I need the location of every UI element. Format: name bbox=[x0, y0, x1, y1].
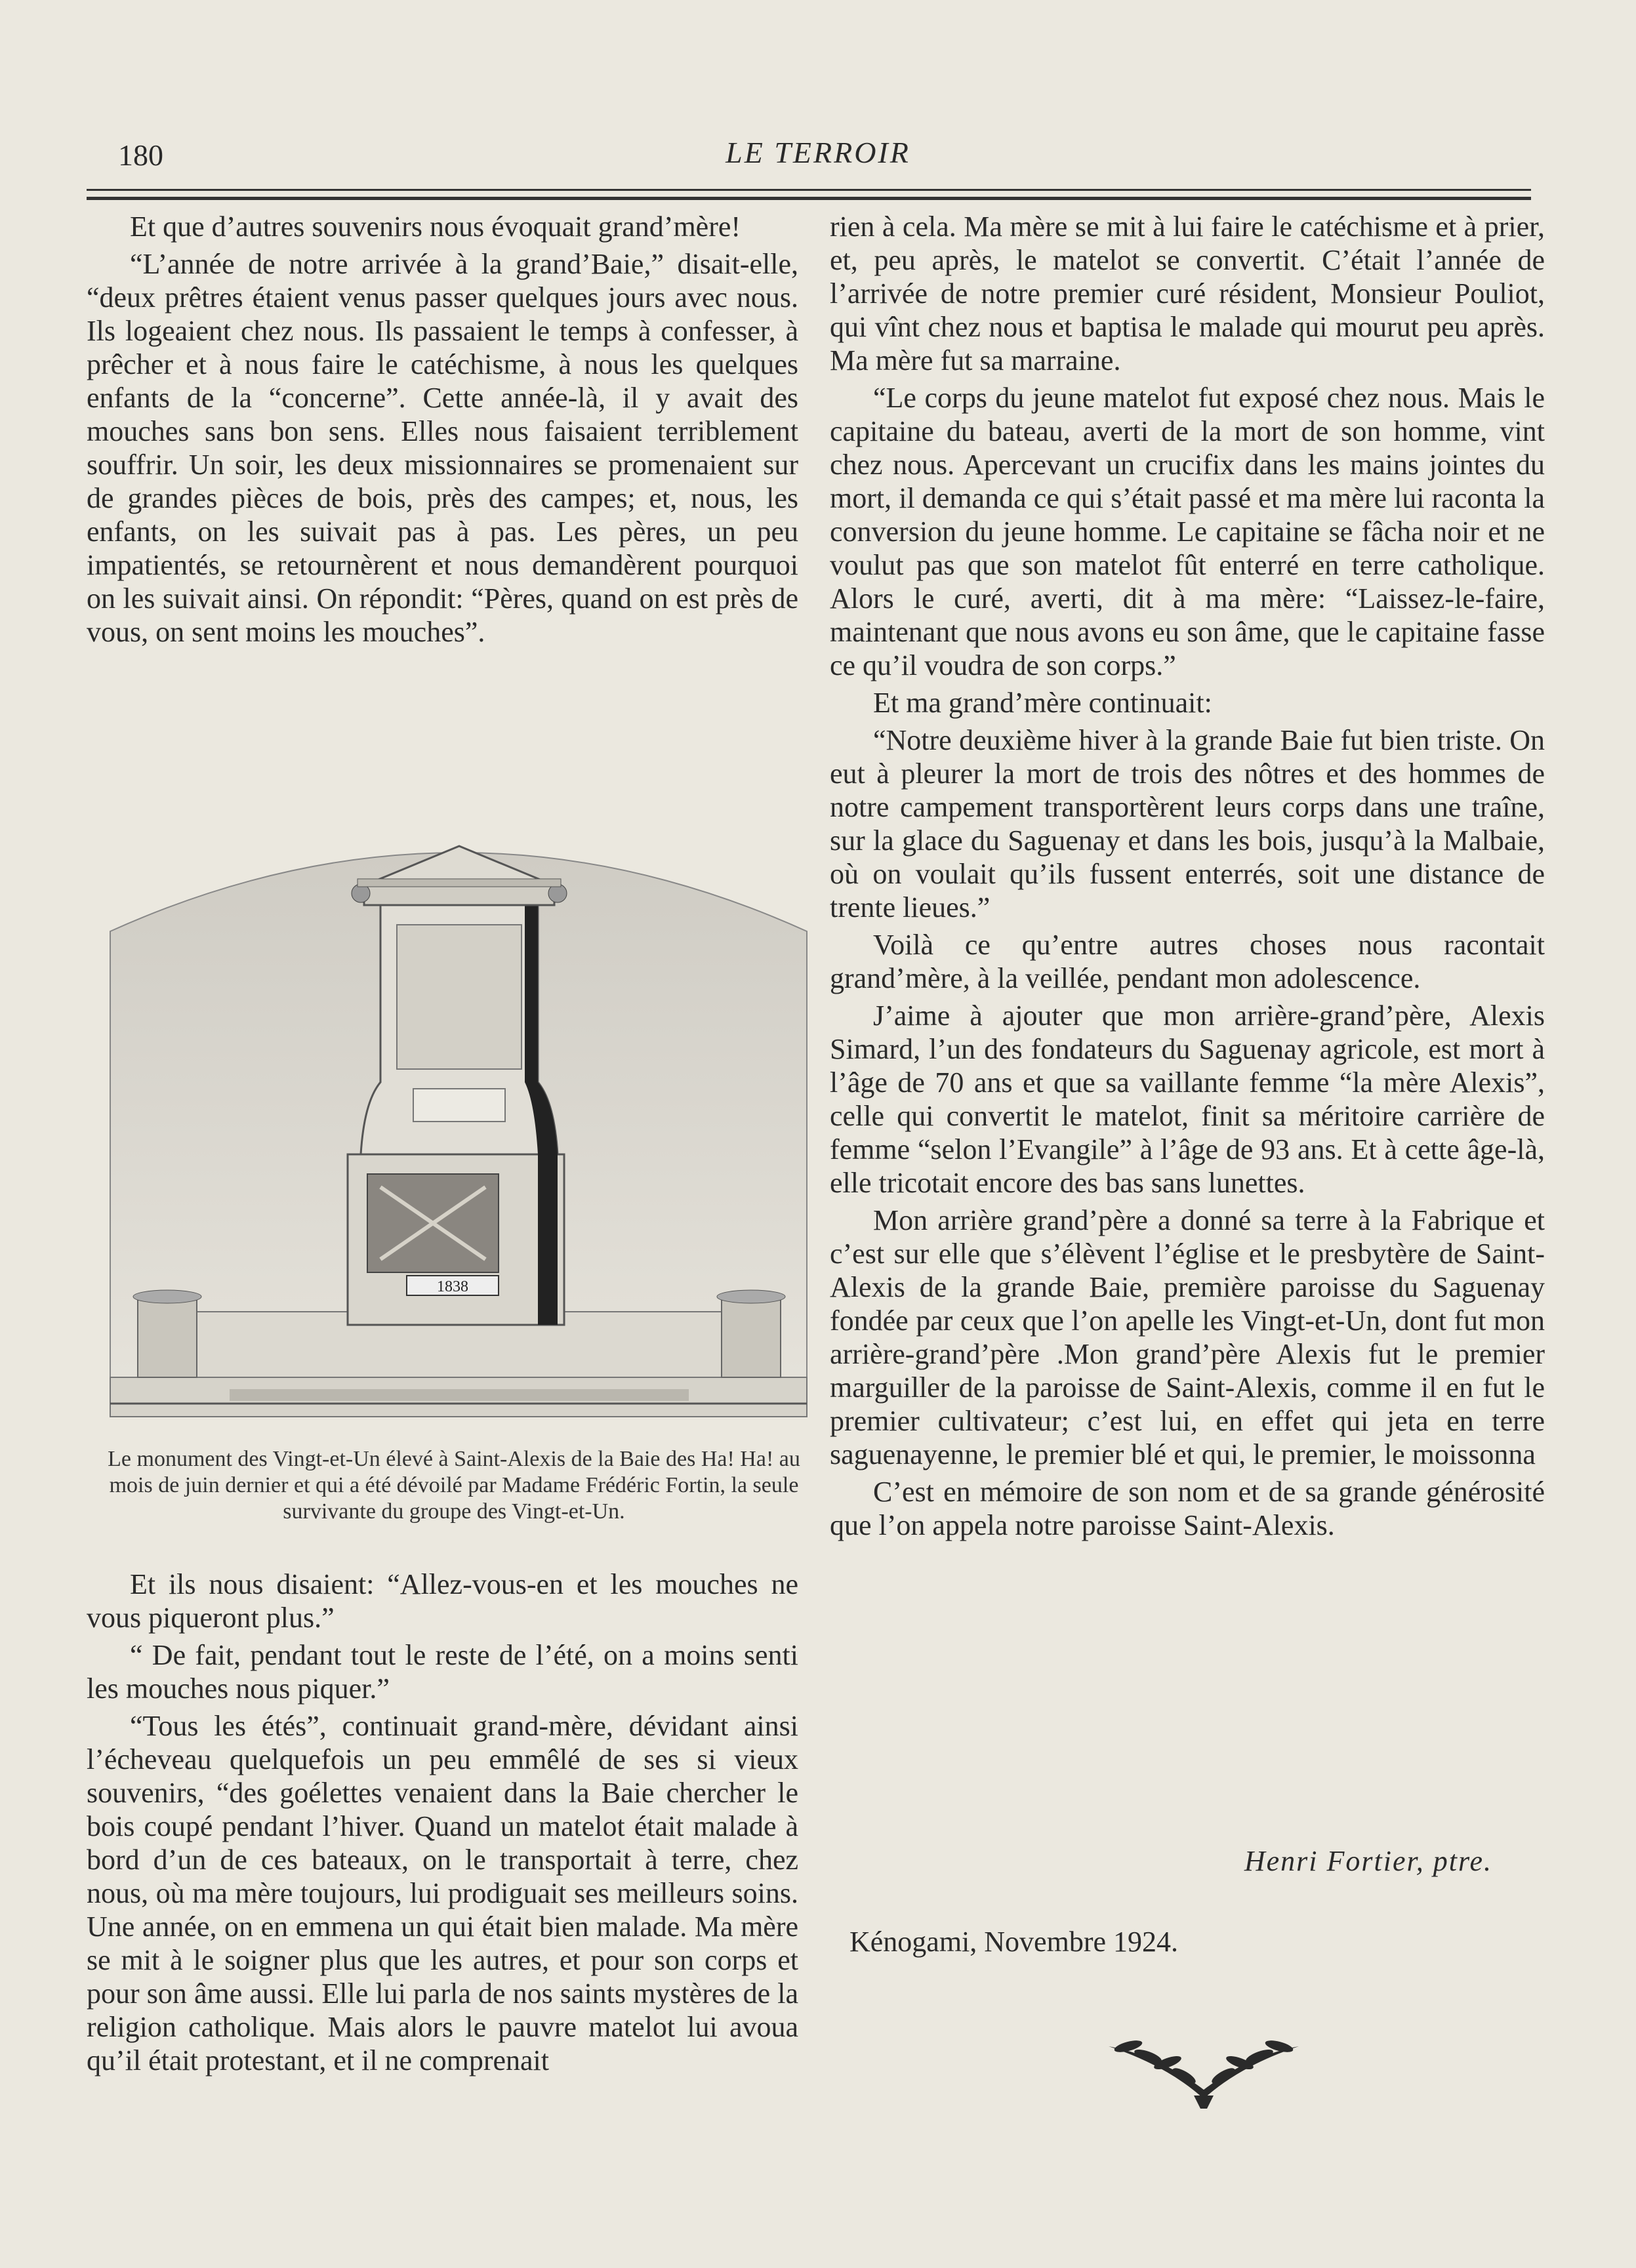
paragraph: “ De fait, pendant tout le reste de l’été, on a moins senti les mouches nous piquer.” bbox=[87, 1639, 798, 1705]
author-signature: Henri Fortier, ptre. bbox=[1244, 1845, 1492, 1877]
running-header bbox=[0, 125, 1636, 184]
paragraph: “Le corps du jeune matelot fut exposé chez nous. Mais le capitaine du bateau, averti de la mort de son homme, vint chez nous. Apercevant un crucifix dans les mains jointes du mort, il demanda ce qui s’était passé et ma mère lui raconta la conversion du jeune homme. Le capitaine se fâcha noir et ne voulut pas que son matelot fût enterré en terre catholique. Alors le curé, averti, dit à ma mère: “Laissez-le-faire, maintenant que nous avons eu son âme, que le capitaine fasse ce qu’il voudra de son corps.” bbox=[830, 382, 1545, 681]
page-number: 180 bbox=[118, 138, 163, 172]
paragraph: Mon arrière grand’père a donné sa terre à la Fabrique et c’est sur elle que s’élèvent l’église et le presbytère de Saint-Alexis de la grande Baie, première paroisse du Saguenay fondée par ceux que l’on apelle les Vingt-et-Un, dont fut mon arrière-grand’père .Mon grand’père Alexis fut le premier marguiller de la paroisse de Saint-Alexis, comme il en fut le premier cultivateur; c’est lui, en effet qui jeta en terre saguenayenne, le premier blé et qui, le premier, le moissonna bbox=[830, 1204, 1545, 1470]
paragraph: C’est en mémoire de son nom et de sa grande générosité que l’on appela notre paroisse Saint-Alexis. bbox=[830, 1476, 1545, 1541]
left-column-bottom bbox=[87, 1568, 798, 2081]
monument-year: 1838 bbox=[437, 1278, 468, 1295]
paragraph: Et que d’autres souvenirs nous évoquait grand’mère! bbox=[130, 211, 741, 243]
left-column-top bbox=[87, 210, 798, 653]
paragraph: Voilà ce qu’entre autres choses nous racontait grand’mère, à la veillée, pendant mon adolescence. bbox=[830, 929, 1545, 994]
paragraph: rien à cela. Ma mère se mit à lui faire le catéchisme et à prier, et, peu après, le matelot se convertit. C’était l’année de l’arrivée de notre premier curé résident, Monsieur Pouliot, qui vînt chez nous et baptisa le malade qui mourut peu après. Ma mère fut sa marraine. bbox=[830, 211, 1545, 376]
header-rule-thin bbox=[87, 189, 1531, 191]
figure-caption: Le monument des Vingt-et-Un élevé à Saint-Alexis de la Baie des Ha! Ha! au mois de juin dernier et qui a été dévoilé par Madame Frédéric Fortin, la seule survivante du groupe des Vingt-et-Un. bbox=[108, 1447, 800, 1524]
paragraph: “L’année de notre arrivée à la grand’Baie,” disait-elle, “deux prêtres étaient venus passer quelques jours avec nous. Ils logeaient chez nous. Ils passaient le temps à confesser, à prêcher et à nous faire le catéchisme, à nous les quelques enfants de la “concerne”. Cette année-là, il y avait des mouches sans bon sens. Elles nous faisaient terriblement souffrir. Un soir, les deux missionnaires se promenaient sur de grandes pièces de bois, près des campes; et, nous, les enfants, on les suivait pas à pas. Les pères, un peu impatientés, se retournèrent et nous demandèrent pourquoi on les suivait ainsi. On répondit: “Pères, quand on est près de vous, on sent moins les mouches”. bbox=[87, 248, 798, 648]
paragraph: Et ils nous disaient: “Allez-vous-en et les mouches ne vous piqueront plus.” bbox=[87, 1568, 798, 1634]
paragraph: J’aime à ajouter que mon arrière-grand’père, Alexis Simard, l’un des fondateurs du Saguenay agricole, est mort à l’âge de 70 ans et que sa vaillante femme “la mère Alexis”, celle qui convertit le matelot, finit sa méritoire carrière de femme “selon l’Evangile” à l’âge de 93 ans. Et à cette âge-là, elle tricotait encore des bas sans lunettes. bbox=[830, 1000, 1545, 1199]
laurel-ornament-icon bbox=[1095, 2027, 1312, 2112]
dateline: Kénogami, Novembre 1924. bbox=[849, 1926, 1178, 1958]
journal-title: LE TERROIR bbox=[726, 136, 910, 169]
right-column bbox=[830, 210, 1545, 1546]
monument-illustration bbox=[105, 800, 813, 1436]
paragraph: Et ma grand’mère continuait: bbox=[873, 687, 1212, 719]
header-rule-thick bbox=[87, 197, 1531, 200]
paragraph: “Tous les étés”, continuait grand-mère, dévidant ainsi l’écheveau quelquefois un peu emmêlé de ses si vieux souvenirs, “des goélettes venaient dans la Baie chercher le bois coupé pendant l’hiver. Quand un matelot était malade à bord d’un de ces bateaux, on le transportait à terre, chez nous, où ma mère toujours, lui prodiguait ses meilleurs soins. Une année, on en emmena un qui était bien malade. Ma mère se mit à le soigner plus que les autres, et pour son corps et pour son âme aussi. Elle lui parla de nos saints mystères de la religion catholique. Mais alors le pauvre matelot lui avoua qu’il était protestant, et il ne comprenait bbox=[87, 1710, 798, 2076]
paragraph: “Notre deuxième hiver à la grande Baie fut bien triste. On eut à pleurer la mort de trois des nôtres et des hommes de notre campement transportèrent leurs corps dans une traîne, sur la glace du Saguenay et dans les bois, jusqu’à la Malbaie, où on voulait qu’ils fussent enterrés, soit une distance de trente lieues.” bbox=[830, 724, 1545, 923]
